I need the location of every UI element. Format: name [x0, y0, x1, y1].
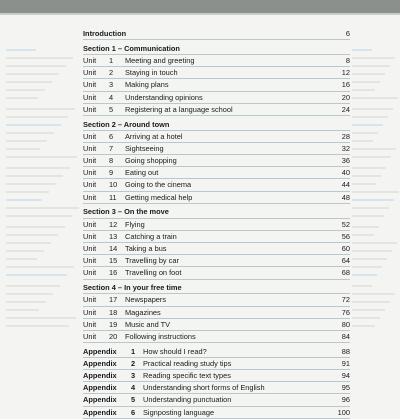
unit-number: 15: [109, 256, 118, 266]
unit-page: 56: [341, 231, 350, 241]
unit-page: 32: [341, 143, 350, 153]
unit-page: 68: [341, 268, 350, 278]
unit-title: Taking a bus: [125, 243, 167, 253]
unit-label: Unit: [83, 231, 97, 241]
unit-title: Music and TV: [125, 319, 171, 329]
ghost-text-line: [352, 309, 385, 311]
unit-number: 17: [109, 295, 118, 305]
ghost-text-line: [352, 81, 380, 83]
appendix-number: 2: [131, 358, 136, 368]
unit-page: 60: [341, 243, 350, 253]
ghost-text-line: [6, 175, 63, 177]
unit-label: Unit: [83, 55, 97, 65]
ghost-text-line: [352, 175, 381, 177]
appendix-page: 94: [341, 371, 350, 381]
ghost-text-line: [6, 124, 61, 126]
unit-number: 4: [109, 92, 114, 102]
unit-title: Staying in touch: [125, 68, 178, 78]
ghost-text-line: [6, 167, 70, 169]
toc-unit-row[interactable]: [83, 179, 350, 191]
ghost-text-line: [352, 325, 375, 327]
toc-appendix-row[interactable]: [83, 382, 350, 394]
ghost-text-line: [352, 191, 399, 193]
section-heading: Section 1 – Communication: [83, 43, 350, 55]
unit-page: 40: [341, 168, 350, 178]
ghost-text-line: [352, 293, 395, 295]
unit-page: 48: [341, 192, 350, 202]
ghost-text-line: [6, 183, 56, 185]
toc-unit-row[interactable]: [83, 167, 350, 179]
toc-unit-row[interactable]: [83, 55, 350, 67]
bleed-through-left: [6, 40, 80, 380]
unit-title: Travelling on foot: [125, 268, 182, 278]
unit-label: Unit: [83, 68, 97, 78]
unit-label: Unit: [83, 192, 97, 202]
ghost-text-line: [352, 183, 376, 185]
ghost-text-line: [6, 132, 54, 134]
unit-number: 3: [109, 80, 114, 90]
unit-number: 2: [109, 68, 114, 78]
appendix-number: 4: [131, 383, 136, 393]
bleed-through-right: [352, 40, 400, 380]
appendix-page: 100: [337, 407, 350, 417]
unit-number: 1: [109, 55, 114, 65]
top-header-band: [0, 0, 400, 13]
unit-title: Making plans: [125, 80, 169, 90]
unit-label: Unit: [83, 219, 97, 229]
introduction-page: 6: [345, 29, 350, 38]
unit-label: Unit: [83, 243, 97, 253]
ghost-text-line: [6, 97, 38, 99]
unit-title: Eating out: [125, 168, 159, 178]
introduction-label: Introduction: [83, 29, 127, 38]
ghost-text-line: [6, 309, 39, 311]
unit-number: 7: [109, 143, 114, 153]
toc-unit-row[interactable]: [83, 255, 350, 267]
appendix-number: 1: [131, 346, 136, 356]
ghost-text-line: [352, 301, 390, 303]
ghost-text-line: [352, 250, 392, 252]
ghost-text-line: [6, 325, 69, 327]
ghost-text-line: [6, 274, 67, 276]
ghost-text-line: [352, 226, 379, 228]
ghost-text-line: [6, 250, 44, 252]
toc-unit-row[interactable]: [83, 67, 350, 79]
ghost-text-line: [352, 65, 390, 67]
toc-unit-row[interactable]: [83, 243, 350, 255]
appendix-title: Understanding punctuation: [143, 395, 232, 405]
toc-unit-row[interactable]: [83, 192, 350, 204]
unit-title: Flying: [125, 219, 145, 229]
ghost-text-line: [352, 234, 374, 236]
unit-title: Newspapers: [125, 295, 167, 305]
toc-unit-row[interactable]: [83, 331, 350, 343]
unit-label: Unit: [83, 156, 97, 166]
ghost-text-line: [352, 274, 377, 276]
unit-label: Unit: [83, 104, 97, 114]
appendix-page: 91: [341, 358, 350, 368]
unit-label: Unit: [83, 331, 97, 341]
unit-label: Unit: [83, 131, 97, 141]
unit-title: Understanding opinions: [125, 92, 203, 102]
ghost-text-line: [352, 317, 380, 319]
ghost-text-line: [6, 65, 66, 67]
ghost-text-line: [352, 132, 378, 134]
unit-title: Meeting and greeting: [125, 55, 195, 65]
toc-sections: [83, 43, 350, 343]
unit-page: 36: [341, 156, 350, 166]
toc-unit-row[interactable]: [83, 143, 350, 155]
unit-label: Unit: [83, 295, 97, 305]
ghost-text-line: [6, 73, 59, 75]
unit-title: Travelling by car: [125, 256, 179, 266]
appendix-label: Appendix: [83, 371, 117, 381]
top-header-divider: [0, 13, 400, 15]
toc-appendix-row[interactable]: [83, 346, 350, 358]
ghost-text-line: [352, 49, 372, 51]
ghost-text-line: [6, 199, 42, 201]
ghost-text-line: [352, 207, 389, 209]
ghost-text-line: [352, 199, 394, 201]
unit-label: Unit: [83, 268, 97, 278]
ghost-text-line: [352, 167, 386, 169]
appendix-number: 5: [131, 395, 136, 405]
ghost-text-line: [6, 116, 68, 118]
unit-page: 20: [341, 92, 350, 102]
ghost-text-line: [6, 108, 75, 110]
appendix-title: Signposting language: [143, 407, 215, 417]
ghost-text-line: [6, 242, 51, 244]
ghost-text-line: [352, 242, 397, 244]
table-of-contents: [83, 28, 350, 419]
toc-unit-row[interactable]: [83, 219, 350, 231]
unit-label: Unit: [83, 319, 97, 329]
unit-label: Unit: [83, 168, 97, 178]
toc-introduction-row[interactable]: [83, 28, 350, 40]
unit-number: 11: [109, 192, 117, 202]
unit-title: Getting medical help: [125, 192, 193, 202]
unit-number: 8: [109, 156, 114, 166]
unit-page: 28: [341, 131, 350, 141]
appendix-label: Appendix: [83, 383, 117, 393]
toc-appendix-row[interactable]: [83, 370, 350, 382]
toc-unit-row[interactable]: [83, 92, 350, 104]
ghost-text-line: [352, 266, 382, 268]
unit-number: 14: [109, 243, 118, 253]
unit-title: Arriving at a hotel: [125, 131, 183, 141]
unit-title: Catching a train: [125, 231, 177, 241]
ghost-text-line: [6, 89, 45, 91]
ghost-text-line: [352, 258, 387, 260]
ghost-text-line: [6, 156, 77, 158]
ghost-text-line: [6, 191, 49, 193]
unit-label: Unit: [83, 143, 97, 153]
unit-number: 10: [109, 180, 118, 190]
appendix-label: Appendix: [83, 358, 117, 368]
unit-page: 12: [341, 68, 350, 78]
ghost-text-line: [352, 108, 393, 110]
section-heading: Section 3 – On the move: [83, 206, 350, 218]
ghost-text-line: [6, 81, 52, 83]
toc-unit-row[interactable]: [83, 307, 350, 319]
unit-title: Registering at a language school: [125, 104, 233, 114]
unit-title: Magazines: [125, 307, 161, 317]
unit-title: Sightseeing: [125, 143, 164, 153]
unit-number: 12: [109, 219, 118, 229]
appendix-page: 95: [341, 383, 350, 393]
unit-page: 44: [341, 180, 350, 190]
unit-page: 76: [341, 307, 350, 317]
unit-title: Following instructions: [125, 331, 196, 341]
ghost-text-line: [6, 266, 74, 268]
ghost-text-line: [352, 285, 372, 287]
appendix-title: Practical reading study tips: [143, 358, 232, 368]
unit-number: 20: [109, 331, 118, 341]
unit-page: 72: [341, 295, 350, 305]
ghost-text-line: [6, 148, 40, 150]
ghost-text-line: [352, 124, 383, 126]
appendix-label: Appendix: [83, 346, 117, 356]
ghost-text-line: [352, 97, 398, 99]
section-heading: Section 4 – In your free time: [83, 282, 350, 294]
ghost-text-line: [6, 140, 47, 142]
toc-unit-row[interactable]: [83, 79, 350, 91]
toc-unit-row[interactable]: [83, 294, 350, 306]
appendix-label: Appendix: [83, 395, 117, 405]
section-heading: Section 2 – Around town: [83, 119, 350, 131]
ghost-text-line: [352, 156, 391, 158]
unit-label: Unit: [83, 307, 97, 317]
ghost-text-line: [352, 116, 388, 118]
unit-page: 64: [341, 256, 350, 266]
toc-unit-row[interactable]: [83, 131, 350, 143]
unit-page: 24: [341, 104, 350, 114]
toc-appendix-row[interactable]: [83, 358, 350, 370]
toc-appendices: [83, 346, 350, 419]
unit-number: 13: [109, 231, 118, 241]
ghost-text-line: [6, 215, 72, 217]
unit-page: 80: [341, 319, 350, 329]
unit-page: 84: [341, 331, 350, 341]
unit-label: Unit: [83, 92, 97, 102]
ghost-text-line: [352, 140, 373, 142]
unit-number: 18: [109, 307, 118, 317]
toc-unit-row[interactable]: [83, 267, 350, 279]
ghost-text-line: [352, 57, 395, 59]
ghost-text-line: [6, 226, 65, 228]
unit-number: 9: [109, 168, 114, 178]
unit-label: Unit: [83, 256, 97, 266]
unit-number: 5: [109, 104, 114, 114]
appendix-page: 96: [341, 395, 350, 405]
ghost-text-line: [352, 215, 384, 217]
toc-unit-row[interactable]: [83, 231, 350, 243]
toc-unit-row[interactable]: [83, 155, 350, 167]
toc-unit-row[interactable]: [83, 319, 350, 331]
ghost-text-line: [352, 148, 396, 150]
ghost-text-line: [352, 89, 375, 91]
ghost-text-line: [6, 293, 53, 295]
appendix-title: Reading specific text types: [143, 371, 231, 381]
ghost-text-line: [6, 49, 36, 51]
unit-page: 16: [341, 80, 350, 90]
unit-page: 52: [341, 219, 350, 229]
unit-number: 19: [109, 319, 118, 329]
appendix-title: How should I read?: [143, 346, 207, 356]
appendix-number: 3: [131, 371, 136, 381]
unit-title: Going to the cinema: [125, 180, 192, 190]
unit-title: Going shopping: [125, 156, 177, 166]
ghost-text-line: [352, 73, 385, 75]
appendix-title: Understanding short forms of English: [143, 383, 265, 393]
unit-number: 16: [109, 268, 118, 278]
unit-page: 8: [345, 55, 350, 65]
appendix-label: Appendix: [83, 407, 117, 417]
ghost-text-line: [6, 207, 79, 209]
ghost-text-line: [6, 317, 76, 319]
ghost-text-line: [6, 258, 37, 260]
unit-label: Unit: [83, 80, 97, 90]
toc-appendix-row[interactable]: [83, 407, 350, 419]
unit-label: Unit: [83, 180, 97, 190]
appendix-page: 88: [341, 346, 350, 356]
toc-appendix-row[interactable]: [83, 394, 350, 406]
unit-number: 6: [109, 131, 114, 141]
ghost-text-line: [6, 285, 60, 287]
ghost-text-line: [6, 234, 58, 236]
ghost-text-line: [6, 301, 46, 303]
appendix-number: 6: [131, 407, 136, 417]
ghost-text-line: [6, 57, 73, 59]
toc-unit-row[interactable]: [83, 104, 350, 116]
